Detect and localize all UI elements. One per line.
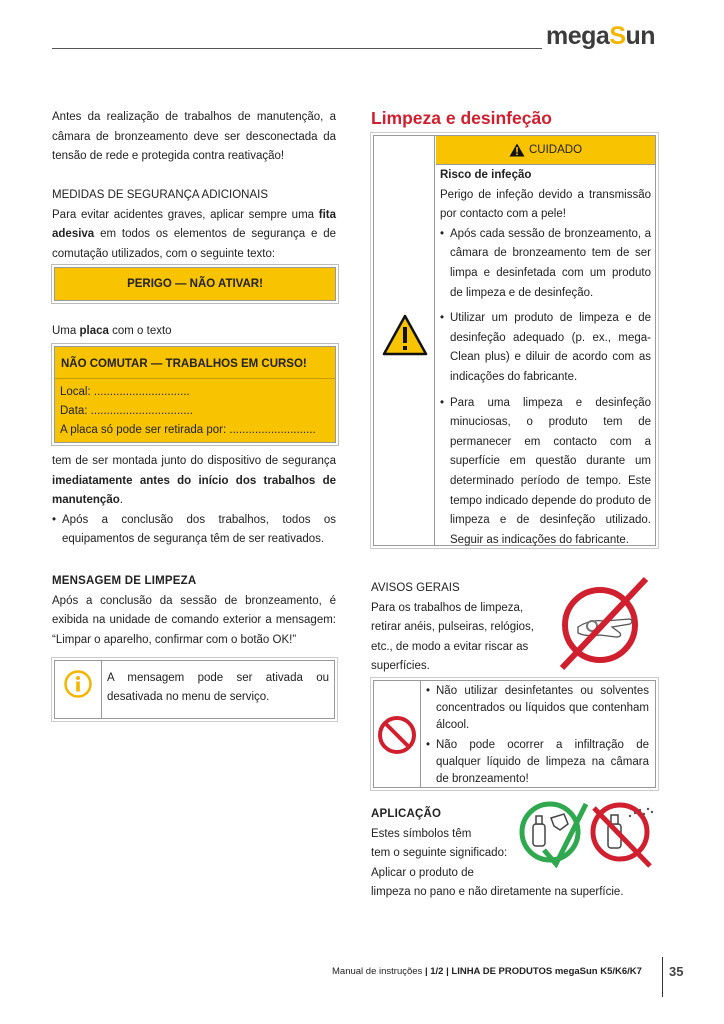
prohibition-list xyxy=(426,683,649,788)
section-title: Limpeza e desinfeção xyxy=(371,108,552,128)
measures-heading: MEDIDAS DE SEGURANÇA ADICIONAIS xyxy=(52,189,268,201)
intro-paragraph: Antes da realização de trabalhos de manutenção, a câmara de bronzeamento deve ser desconectada da tensão de rede e protegida contra reativação! xyxy=(52,111,336,162)
spray-on-cloth-ok-icon xyxy=(518,798,588,868)
warning-plate xyxy=(54,346,336,443)
prohibition-icon xyxy=(377,715,417,755)
general-notes xyxy=(371,579,551,677)
page-number: 35 xyxy=(669,964,684,979)
risk-heading: Risco de infeção xyxy=(440,169,532,181)
risk-content xyxy=(440,166,651,550)
general-text: Para os trabalhos de limpeza, retirar anéis, pulseiras, relógios, etc., de modo a evitar riscar as superfícies. xyxy=(371,601,534,672)
brand-logo: megaSun xyxy=(546,22,656,50)
info-icon xyxy=(64,670,92,698)
risk-text: Perigo de infeção devido a transmissão por contacto com a pele! xyxy=(440,188,651,221)
plate-date: Data: ................................ xyxy=(60,405,193,417)
measures-text: Para evitar acidentes graves, aplicar sempre uma fita adesiva em todos os elementos de segurança e de comutação utilizados, com o seguinte texto: xyxy=(52,208,336,260)
measures-section xyxy=(52,186,336,264)
plate-remove: A placa só pode ser retirada por: ........................... xyxy=(60,424,316,436)
prohibition-box xyxy=(373,680,656,788)
plate-local: Local: .............................. xyxy=(60,386,190,398)
footer-divider xyxy=(662,957,663,997)
cleaning-message-section xyxy=(52,572,336,650)
caution-banner: CUIDADO xyxy=(436,136,655,164)
risk-bullet: • Após cada sessão de bronzeamento, a câmara de bronzeamento tem de ser limpa e desinfetada com um produto de limpeza e de desinfeção. xyxy=(440,225,651,303)
prohibition-bullet: • Não pode ocorrer a infiltração de qualquer líquido de limpeza na câmara de bronzeamento! xyxy=(426,737,649,788)
cleaning-msg-text: Após a conclusão da sessão de bronzeamento, é exibida na unidade de comando exterior a mensagem: “Limpar o aparelho, confirmar com o botão OK!” xyxy=(52,594,336,646)
application-section: APLICAÇÃO Estes símbolos têm tem o seguinte significado: Aplicar o produto de limpeza no pano e não diretamente na superfície. xyxy=(371,805,661,903)
danger-tape-box: PERIGO — NÃO ATIVAR! xyxy=(54,267,336,301)
caution-small-icon xyxy=(509,143,525,157)
header-rule xyxy=(52,48,542,49)
spray-on-surface-prohibited-icon xyxy=(588,800,658,870)
plate-intro: Uma placa com o texto xyxy=(52,325,172,337)
application-heading: APLICAÇÃO xyxy=(371,808,442,820)
general-heading: AVISOS GERAIS xyxy=(371,582,460,594)
risk-bullet: • Utilizar um produto de limpeza e de desinfeção adequado (p. ex., mega-Clean plus) e diluir de acordo com as indicações do fabricante. xyxy=(440,309,651,387)
after-bullet: • Após a conclusão dos trabalhos, todos os equipamentos de segurança têm de ser reativados. xyxy=(52,511,336,550)
info-note-box xyxy=(54,660,335,719)
mount-paragraph: tem de ser montada junto do dispositivo de segurança imediatamente antes do início dos trabalhos de manutenção. • Após a conclusão dos trabalhos, todos os equipamentos de segurança têm de ser reativados. xyxy=(52,452,336,550)
jewelry-prohibited-icon xyxy=(560,575,650,673)
footer-text: Manual de instruções | 1/2 | LINHA DE PRODUTOS megaSun K5/K6/K7 xyxy=(332,966,642,977)
warning-triangle-icon xyxy=(382,314,428,356)
risk-bullet: • Para uma limpeza e desinfeção minuciosas, o produto tem de permanecer em contacto com a superfície em questão durante um determinado período de tempo. Este tempo indicado depende do produto de limpeza e de desinfeção utilizado. Seguir as indicações do fabricante. xyxy=(440,394,651,551)
prohibition-bullet: • Não utilizar desinfetantes ou solventes concentrados ou líquidos que contenham álcool. xyxy=(426,683,649,734)
cleaning-msg-heading: MENSAGEM DE LIMPEZA xyxy=(52,575,197,587)
plate-title: NÃO COMUTAR — TRABALHOS EM CURSO! xyxy=(61,358,307,370)
caution-box xyxy=(373,135,656,546)
info-note-text: A mensagem pode ser ativada ou desativada no menu de serviço. xyxy=(107,672,329,703)
